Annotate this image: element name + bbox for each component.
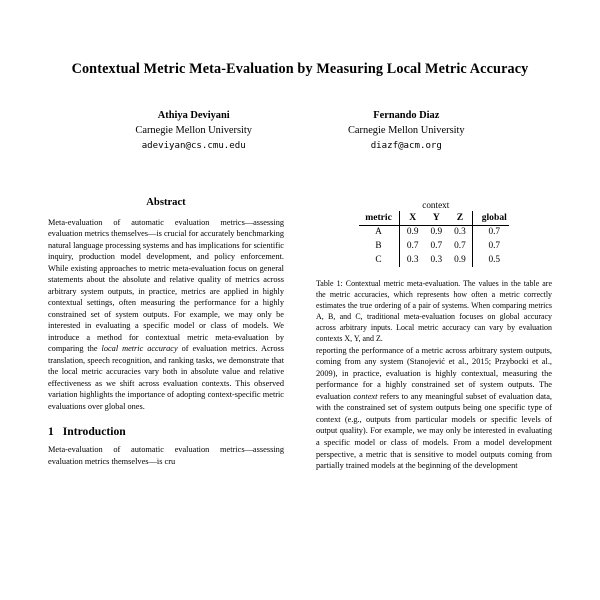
author-email[interactable]: adeviyan@cs.cmu.edu: [141, 140, 246, 151]
table-cell-z: 0.7: [454, 241, 466, 252]
table-cell-metric: A: [375, 227, 382, 238]
table-1-container: [316, 199, 552, 267]
two-column-body: [48, 197, 552, 472]
abstract-text-part1: Meta-evaluation of automatic evaluation metrics—assessing evaluation metrics themselves—is crucial for accurately benchmarking natural language processing systems and has implications for scientific inquiry, production model development, and policy enforcement. While existing approaches to metric meta-evaluation focus on general statements about the absolute and relative quality of metrics across arbitrary system outputs, in practice, metrics are applied in highly contextual settings, often measuring the performance for a highly constrained set of system outputs. For example, we may only be interested in evaluating a specific model or class of models. We introduce a method for contextual metric meta-evaluation by comparing the: [48, 217, 284, 354]
introduction-paragraph: Meta-evaluation of automatic evaluation metrics—assessing evaluation metrics themselves—is cru: [48, 445, 284, 466]
table-cell-y: 0.7: [430, 241, 443, 252]
author-affiliation: Carnegie Mellon University: [348, 125, 465, 137]
right-text-part2: refers to any meaningful subset of evaluation data, with the constrained set of system outputs being one specific type of context (e.g., outputs from particular models or specific levels of output quality). For example, we may only be interested in evaluating a specific model or class of models. From a model development perspective, a metric that is sensitive to model outputs coming from partially trained models at the beginning of the development: [316, 391, 552, 471]
table-cell-metric: C: [375, 254, 382, 265]
table-cell-x: 0.7: [399, 240, 424, 254]
caption-text: Contextual metric meta-evaluation. The values in the table are the metric accuracies, which represents how often a metric correctly estimates the true ordering of a pair of systems. When comparing metrics A, B, and C, traditional meta-evaluation focuses on global accuracy across arbitrary inputs. Local metric accuracy can vary by evaluation contexts X, Y, and Z.: [316, 279, 552, 343]
metric-accuracy-table: [359, 199, 509, 267]
abstract-heading: Abstract: [146, 196, 186, 208]
table-cell-metric: B: [375, 241, 382, 252]
abstract-italic-term: local metric accuracy: [101, 344, 178, 354]
table-header-row: [359, 211, 509, 225]
table-header-x: X: [399, 211, 424, 225]
author-name: Athiya Deviyani: [157, 110, 230, 122]
table-header-global: global: [472, 211, 509, 225]
right-column-paragraph: [316, 345, 552, 472]
author-name: Fernando Diaz: [373, 110, 440, 122]
author-entry: [135, 109, 252, 152]
section-heading-introduction: [48, 425, 284, 438]
table-cell-x: 0.3: [399, 254, 424, 268]
table-header-z: Z: [448, 211, 472, 225]
author-block: [48, 109, 552, 152]
left-column: [48, 197, 284, 467]
table-row: [359, 240, 509, 254]
table-span-empty-cell-right: [472, 199, 509, 211]
section-title: Introduction: [62, 425, 126, 439]
table-1-caption: [316, 279, 552, 344]
abstract-paragraph: [48, 217, 284, 412]
author-affiliation: Carnegie Mellon University: [135, 125, 252, 137]
table-cell-x: 0.9: [399, 226, 424, 240]
table-cell-z: 0.3: [454, 227, 466, 238]
table-span-header-row: [359, 199, 509, 211]
table-cell-global: 0.5: [472, 254, 509, 268]
right-column: [316, 197, 552, 472]
table-header-y: Y: [424, 211, 448, 225]
table-row: [359, 226, 509, 240]
table-span-empty-cell: [359, 199, 399, 211]
table-row: [359, 254, 509, 268]
table-cell-global: 0.7: [472, 240, 509, 254]
table-cell-y: 0.9: [430, 227, 443, 238]
right-text-part1: reporting the performance of a metric across arbitrary system outputs, coming from any system (Stanojević et al., 2015; Przybocki et al., 2009), in practice, evaluation is highly contextual, measuring the performance for a highly constrained set of system outputs. The evaluation: [316, 345, 552, 401]
table-cell-y: 0.3: [430, 254, 443, 265]
table-header-metric: metric: [359, 211, 399, 225]
caption-label: Table 1:: [316, 279, 343, 289]
table-span-header-context: context: [422, 200, 450, 211]
abstract-text-part2: of evaluation metrics. Across translation, speech recognition, and ranking tasks, we demonstrate that the local metric accuracies vary both in absolute value and relative effectiveness as we shift across evaluation contexts. This observed variation highlights the importance of adopting context-specific metric evaluations over global ones.: [48, 344, 285, 411]
author-entry: [348, 109, 465, 152]
section-number: 1: [48, 425, 54, 439]
page-title: Contextual Metric Meta-Evaluation by Measuring Local Metric Accuracy: [71, 61, 529, 77]
table-cell-z: 0.9: [454, 254, 466, 265]
table-cell-global: 0.7: [472, 226, 509, 240]
author-email[interactable]: diazf@acm.org: [370, 140, 442, 151]
right-italic-term: context: [353, 391, 378, 401]
